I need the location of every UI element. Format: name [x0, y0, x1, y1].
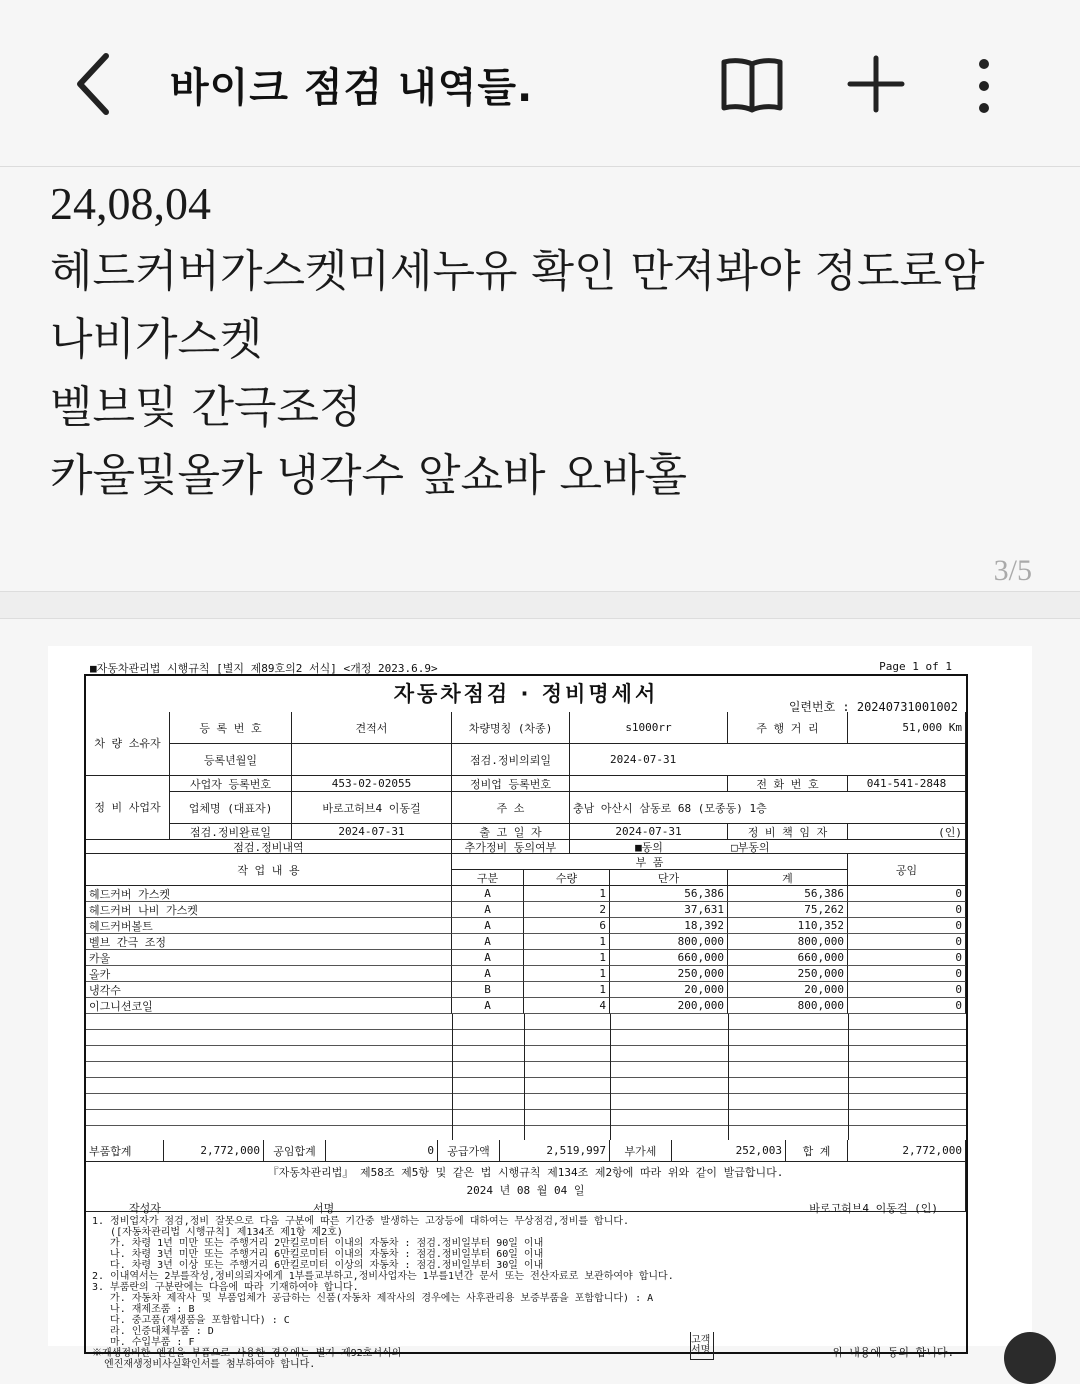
- footnote-line: 나. 재제조품 : B: [92, 1304, 195, 1315]
- law-text: 『자동차관리법』 제58조 제5항 및 같은 법 시행규칙 제134조 제2항에 따라 위와 같이 발급합니다.: [267, 1166, 784, 1179]
- car-name-label: 차량명칭 (차종): [452, 712, 570, 744]
- grand-label: 합 계: [786, 1140, 848, 1162]
- addr-label: 주 소: [452, 792, 570, 824]
- labor-label: 공임: [848, 854, 966, 886]
- serial-number: 일련번호 : 20240731001002: [788, 700, 958, 714]
- company-label: 업체명 (대표자): [170, 792, 292, 824]
- mileage: 51,000 Km: [848, 712, 966, 744]
- item-total: 20,000: [728, 982, 848, 998]
- footnote-line: 마. 수입부품 : F: [92, 1337, 195, 1348]
- customer-agree: 위 내용에 동의 합니다.: [832, 1346, 955, 1359]
- biz-reg: 453-02-02055: [292, 776, 452, 792]
- column-line: [728, 1014, 729, 1140]
- item-type: A: [452, 934, 524, 950]
- manager-sign: (인): [848, 824, 966, 840]
- work-history-label: 점검.정비내역: [86, 840, 452, 854]
- supply: 2,519,997: [500, 1140, 610, 1162]
- invoice-title: 자동차점검 · 정비명세서: [393, 682, 659, 706]
- item-qty: 6: [524, 918, 610, 934]
- item-unit: 800,000: [610, 934, 728, 950]
- note-line: 나비가스켓: [50, 314, 263, 365]
- issue-date: 2024 년 08 월 04 일: [466, 1184, 585, 1197]
- col-qty: 수량: [524, 870, 610, 886]
- item-total: 660,000: [728, 950, 848, 966]
- item-labor: 0: [848, 886, 966, 902]
- item-name: 벨브 간극 조정: [86, 934, 452, 950]
- item-name: 이그니션코일: [86, 998, 452, 1014]
- shop-reg-label: 정비업 등록번호: [452, 776, 570, 792]
- column-line: [848, 1014, 849, 1140]
- item-qty: 1: [524, 950, 610, 966]
- footnote-line: 2. 이내역서는 2부를작성,정비의뢰자에게 1부를교부하고,정비사업자는 1부를1년간 문서 또는 전산자료로 보관하여야 합니다.: [92, 1271, 674, 1282]
- reg-date: [292, 744, 452, 776]
- item-unit: 200,000: [610, 998, 728, 1014]
- item-labor: 0: [848, 982, 966, 998]
- note-line: 헤드커버가스켓미세누유 확인 만져봐야 정도로암: [50, 246, 985, 297]
- chevron-left-icon: [62, 44, 126, 124]
- biz-label: 정 비 사업자: [86, 776, 170, 840]
- item-total: 250,000: [728, 966, 848, 982]
- item-type: B: [452, 982, 524, 998]
- empty-row: [86, 1078, 966, 1094]
- more-options-button[interactable]: [956, 48, 1028, 120]
- footnote-line: 다. 중고품(재생품을 포함합니다) : C: [92, 1315, 290, 1326]
- writer-label: 작성자: [129, 1202, 161, 1215]
- add-button[interactable]: [840, 48, 912, 120]
- floating-action-button[interactable]: [1004, 1332, 1056, 1384]
- item-unit: 660,000: [610, 950, 728, 966]
- item-total: 110,352: [728, 918, 848, 934]
- shop-reg: [570, 776, 728, 792]
- sign-label: 서명: [313, 1202, 335, 1215]
- labor-sum: 0: [326, 1140, 438, 1162]
- extra-consent-label: 추가정비 동의여부: [452, 840, 570, 854]
- vat-label: 부가세: [610, 1140, 672, 1162]
- item-unit: 20,000: [610, 982, 728, 998]
- parts-label: 부 품: [452, 854, 848, 870]
- item-name: 올카: [86, 966, 452, 982]
- column-line: [610, 1014, 611, 1140]
- item-qty: 1: [524, 934, 610, 950]
- reg-date-label: 등록년월일: [170, 744, 292, 776]
- phone: 041-541-2848: [848, 776, 966, 792]
- footnote-line: 가. 자동차 제작사 및 부품업체가 공급하는 신품(자동차 제작사의 경우에는 사후관리용 보증부품을 포함합니다) : A: [92, 1293, 654, 1304]
- col-unit: 단가: [610, 870, 728, 886]
- item-total: 800,000: [728, 934, 848, 950]
- mileage-label: 주 행 거 리: [728, 712, 848, 744]
- item-labor: 0: [848, 950, 966, 966]
- reading-mode-button[interactable]: [716, 48, 788, 120]
- form-reference: ■자동차관리법 시행규칙 [별지 제89호의2 서식] <개정 2023.6.9>: [90, 662, 438, 675]
- item-qty: 4: [524, 998, 610, 1014]
- page-indicator: 3/5: [993, 554, 1032, 587]
- reg-no: 견적서: [292, 712, 452, 744]
- empty-row: [86, 1062, 966, 1078]
- item-name: 냉각수: [86, 982, 452, 998]
- vat: 252,003: [672, 1140, 786, 1162]
- item-unit: 18,392: [610, 918, 728, 934]
- footnote-line: 가. 차령 1년 미만 또는 주행거리 2만킬로미터 이내의 자동차 : 점검.정비일부터 90일 이내: [92, 1238, 544, 1249]
- note-line: 벨브및 간극조정: [50, 382, 362, 433]
- work-label: 작 업 내 용: [86, 854, 452, 886]
- item-type: A: [452, 918, 524, 934]
- empty-row: [86, 1046, 966, 1062]
- back-button[interactable]: [62, 44, 126, 124]
- invoice-sheet: [84, 674, 968, 1370]
- phone-label: 전 화 번 호: [728, 776, 848, 792]
- section-divider: [0, 591, 1080, 619]
- app-header: [0, 0, 1080, 167]
- item-unit: 56,386: [610, 886, 728, 902]
- note-body[interactable]: [50, 170, 1050, 510]
- item-labor: 0: [848, 902, 966, 918]
- item-unit: 250,000: [610, 966, 728, 982]
- owner-label: 차 량 소유자: [86, 712, 170, 776]
- done-date-label: 점검.정비완료일: [170, 824, 292, 840]
- car-name: s1000rr: [570, 712, 728, 744]
- customer-sign-label: 고객서명: [690, 1332, 714, 1360]
- note-line: 카울및올카 냉각수 앞쇼바 오바홀: [50, 450, 688, 501]
- item-type: A: [452, 902, 524, 918]
- item-type: A: [452, 966, 524, 982]
- empty-row: [86, 1014, 966, 1030]
- column-line: [524, 1014, 525, 1140]
- note-line-date: 24,08,04: [50, 178, 211, 229]
- item-qty: 1: [524, 886, 610, 902]
- item-qty: 1: [524, 982, 610, 998]
- item-labor: 0: [848, 918, 966, 934]
- footnote-line: 엔진재생정비사실확인서를 첨부하여야 합니다.: [92, 1359, 316, 1370]
- req-date: 2024-07-31: [570, 744, 966, 776]
- footnote-line: ([자동차관리법 시행규칙] 제134조 제1항 제2호): [92, 1227, 343, 1238]
- reg-no-label: 등 록 번 호: [170, 712, 292, 744]
- more-vertical-icon: [956, 48, 1012, 120]
- item-total: 56,386: [728, 886, 848, 902]
- item-name: 카울: [86, 950, 452, 966]
- supply-label: 공급가액: [438, 1140, 500, 1162]
- parts-sum-label: 부품합계: [86, 1140, 164, 1162]
- item-labor: 0: [848, 998, 966, 1014]
- column-line: [452, 1014, 453, 1140]
- out-date-label: 출 고 일 자: [452, 824, 570, 840]
- note-title: 바이크 점검 내역들.: [170, 65, 534, 111]
- out-date: 2024-07-31: [570, 824, 728, 840]
- parts-sum: 2,772,000: [164, 1140, 264, 1162]
- empty-row: [86, 1110, 966, 1126]
- addr: 충남 아산시 삼동로 68 (모종동) 1층: [570, 792, 966, 824]
- req-date-label: 점검.정비의뢰일: [452, 744, 570, 776]
- footnote-line: 나. 차령 3년 미만 또는 주행거리 6만킬로미터 이내의 자동차 : 점검.정비일부터 60일 이내: [92, 1249, 544, 1260]
- footnote-line: 1. 정비업자가 점검,정비 잘못으로 다음 구분에 따른 기간중 발생하는 고장등에 대하여는 무상점검,정비를 합니다.: [92, 1216, 630, 1227]
- item-name: 헤드커버볼트: [86, 918, 452, 934]
- issue-block: [86, 1162, 966, 1215]
- item-type: A: [452, 950, 524, 966]
- empty-row: [86, 1094, 966, 1110]
- item-labor: 0: [848, 966, 966, 982]
- col-total: 계: [728, 870, 848, 886]
- attached-invoice-image[interactable]: [48, 646, 1032, 1370]
- empty-row: [86, 1030, 966, 1046]
- item-name: 헤드커버 가스켓: [86, 886, 452, 902]
- item-type: A: [452, 998, 524, 1014]
- issuer: 바로고허브4 이동걸 (인): [809, 1202, 938, 1215]
- done-date: 2024-07-31: [292, 824, 452, 840]
- col-type: 구분: [452, 870, 524, 886]
- manager-label: 정 비 책 임 자: [728, 824, 848, 840]
- footnotes: [92, 1216, 674, 1370]
- labor-sum-label: 공임합계: [264, 1140, 326, 1162]
- footnote-line: 라. 인증대체부품 : D: [92, 1326, 214, 1337]
- item-qty: 1: [524, 966, 610, 982]
- grand-total: 2,772,000: [848, 1140, 966, 1162]
- item-total: 75,262: [728, 902, 848, 918]
- footnote-line: 3. 부품란의 구분란에는 다음에 따라 기재하여야 합니다.: [92, 1282, 359, 1293]
- company: 바로고허브4 이동걸: [292, 792, 452, 824]
- signature-line: [89, 1200, 962, 1215]
- item-unit: 37,631: [610, 902, 728, 918]
- footnote-line: ※재생정비한 엔진을 부품으로 사용한 경우에는 별지 제92호서식의: [92, 1348, 402, 1359]
- item-qty: 2: [524, 902, 610, 918]
- page-number: Page 1 of 1: [879, 660, 952, 673]
- item-total: 800,000: [728, 998, 848, 1014]
- plus-icon: [840, 48, 912, 120]
- footnote-line: 다. 차령 3년 이상 또는 주행거리 6만킬로미터 이상의 자동차 : 점검.정비일부터 30일 이내: [92, 1260, 544, 1271]
- biz-reg-label: 사업자 등록번호: [170, 776, 292, 792]
- item-type: A: [452, 886, 524, 902]
- consent-no: □부동의: [728, 840, 966, 854]
- item-labor: 0: [848, 934, 966, 950]
- book-icon: [716, 48, 788, 120]
- item-name: 헤드커버 나비 가스켓: [86, 902, 452, 918]
- consent-yes: ■동의: [570, 840, 728, 854]
